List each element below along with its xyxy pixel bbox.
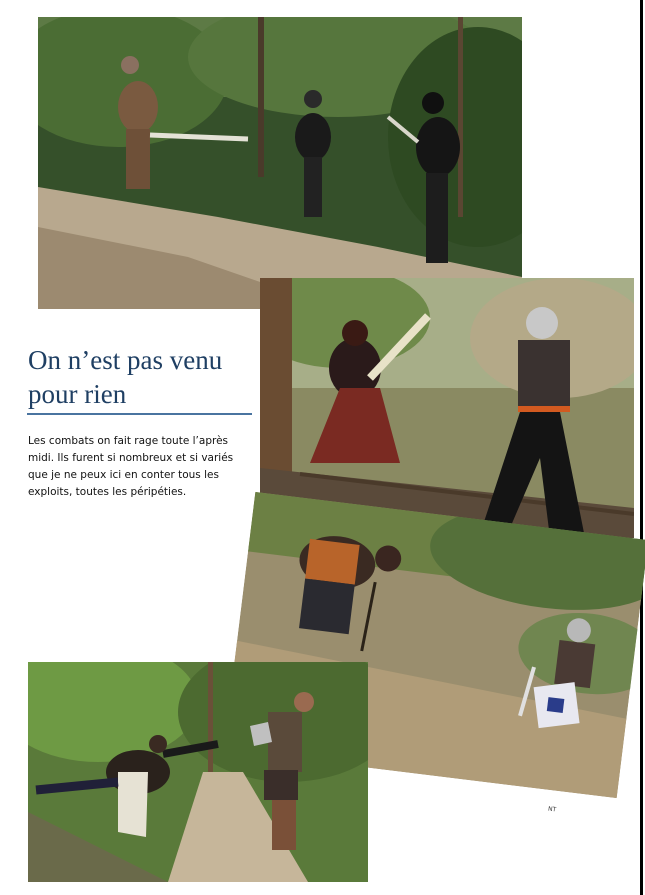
page-edge-rule [640,0,643,895]
article-body: Les combats on fait rage toute l’après midi. Ils furent si nombreux et si variés que je ne peux ici en conter tous les exploits, toutes les péripéties. [28,435,234,498]
photo-credit: NT [547,805,557,814]
trail-lunge-photo [28,662,368,882]
article-title-line-1: On n’est pas venu [28,345,223,375]
title-underline [27,413,252,415]
forest-duel-photo [38,17,522,309]
article-title-line-2: pour rien [28,379,127,409]
article-title [28,343,258,411]
